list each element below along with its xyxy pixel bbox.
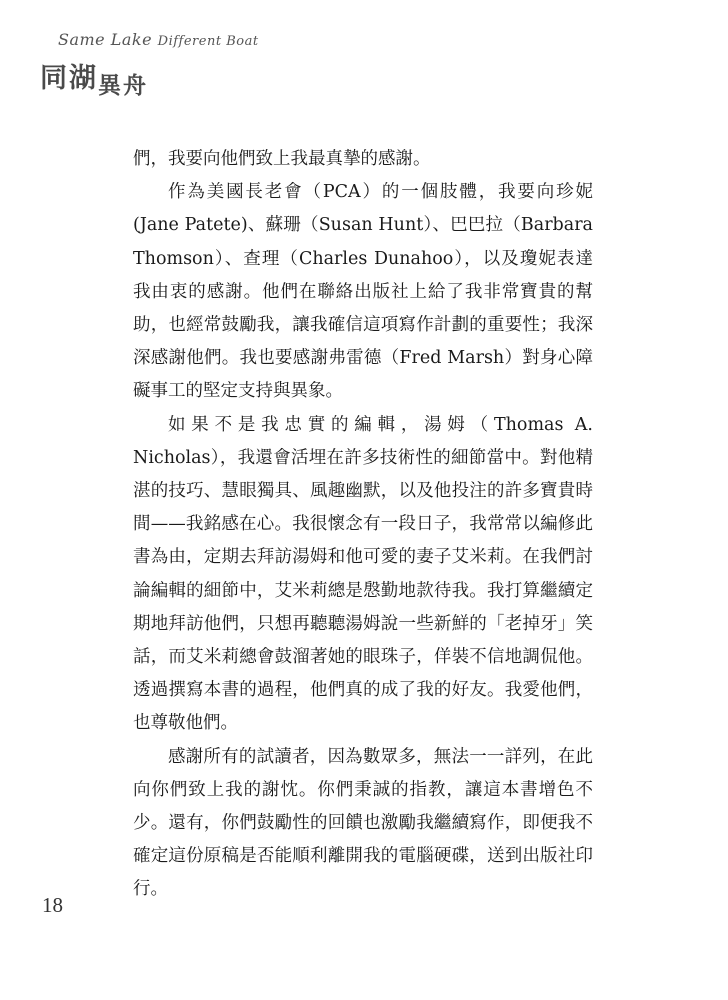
paragraph: 作為美國長老會（PCA）的一個肢體，我要向珍妮(Jane Patete)、蘇珊（Susan Hunt）、巴巴拉（Barbara Thomson）、查理（Charles Dunahoo），以及瓊妮表達我由衷的感謝。他們在聯絡出版社上給了我非常寶貴的幫助，也經常鼓勵我，讓我確信這項寫作計劃的重要性；我深深感謝他們。我也要感謝弗雷德（Fred Marsh）對身心障礙事工的堅定支持與異象。 bbox=[133, 182, 593, 402]
logo-title-small: 異舟 bbox=[98, 72, 148, 99]
logo-title-main: 同湖 bbox=[40, 63, 98, 94]
page-number: 18 bbox=[42, 893, 63, 917]
logo-script-title bbox=[58, 30, 259, 49]
logo-script-line2: Different Boat bbox=[157, 34, 259, 49]
book-logo bbox=[40, 26, 259, 106]
body-text bbox=[133, 143, 593, 907]
paragraph: 感謝所有的試讀者，因為數眾多，無法一一詳列，在此向你們致上我的謝忱。你們秉誠的指教，讓這本書增色不少。還有，你們鼓勵性的回饋也激勵我繼續寫作，即便我不確定這份原稿是否能順利離開我的電腦硬碟，送到出版社印行。 bbox=[133, 746, 593, 900]
logo-script-line1: Same Lake bbox=[58, 30, 153, 49]
logo-chinese-title bbox=[40, 56, 148, 99]
paragraph-continuation: 們，我要向他們致上我最真摯的感謝。 bbox=[133, 149, 431, 169]
paragraph: 如果不是我忠實的編輯，湯姆（Thomas A. Nicholas），我還會活埋在許多技術性的細節當中。對他精湛的技巧、慧眼獨具、風趣幽默，以及他投注的許多寶貴時間——我銘感在心。我很懷念有一段日子，我常常以編修此書為由，定期去拜訪湯姆和他可愛的妻子艾米莉。在我們討論編輯的細節中，艾米莉總是慇勤地款待我。我打算繼續定期地拜訪他們，只想再聽聽湯姆說一些新鮮的「老掉牙」笑話，而艾米莉總會鼓溜著她的眼珠子，佯裝不信地調侃他。透過撰寫本書的過程，他們真的成了我的好友。我愛他們，也尊敬他們。 bbox=[133, 414, 593, 734]
